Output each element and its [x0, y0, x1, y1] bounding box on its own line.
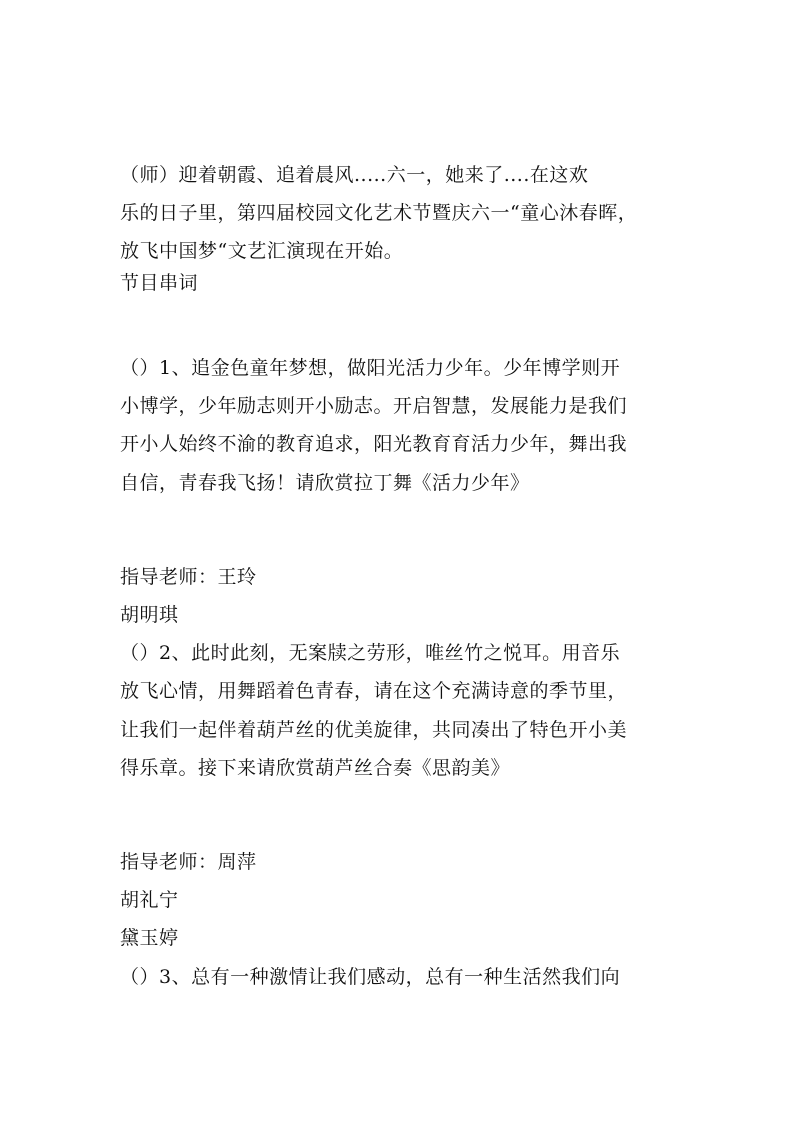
text-line: （）3、总有一种激情让我们感动，总有一种生活然我们向: [120, 966, 621, 988]
text-line: （）1、追金色童年梦想，做阳光活力少年。少年博学则开: [120, 357, 621, 379]
text-line: 乐的日子里，第四届校园文化艺术节暨庆六一“童心沐春晖，: [120, 202, 638, 224]
performer-name: 黛玉婷: [120, 927, 179, 949]
teacher-line: 指导老师：王玲: [120, 566, 257, 588]
text-line: （）2、此时此刻，无案牍之劳形，唯丝竹之悦耳。用音乐: [120, 642, 621, 664]
performer-name: 胡礼宁: [120, 889, 179, 911]
text-line: 小博学，少年励志则开小励志。开启智慧，发展能力是我们: [120, 395, 628, 417]
text-line: 自信，青春我飞扬！请欣赏拉丁舞《活力少年》: [120, 472, 530, 494]
text-line: 开小人始终不渝的教育追求，阳光教育育活力少年，舞出我: [120, 433, 628, 455]
text-line: 放飞中国梦“文艺汇演现在开始。: [120, 240, 404, 262]
teacher-line: 指导老师：周萍: [120, 851, 257, 873]
section-heading: 节目串词: [120, 272, 199, 294]
text-line: 放飞心情，用舞蹈着色青春，请在这个充满诗意的季节里，: [120, 680, 628, 702]
text-line: （师）迎着朝霞、追着晨风.....六一，她来了....在这欢: [120, 164, 589, 186]
text-line: 得乐章。接下来请欣赏葫芦丝合奏《思韵美》: [120, 757, 511, 779]
performer-name: 胡明琪: [120, 604, 179, 626]
text-line: 让我们一起伴着葫芦丝的优美旋律，共同凑出了特色开小美: [120, 719, 628, 741]
